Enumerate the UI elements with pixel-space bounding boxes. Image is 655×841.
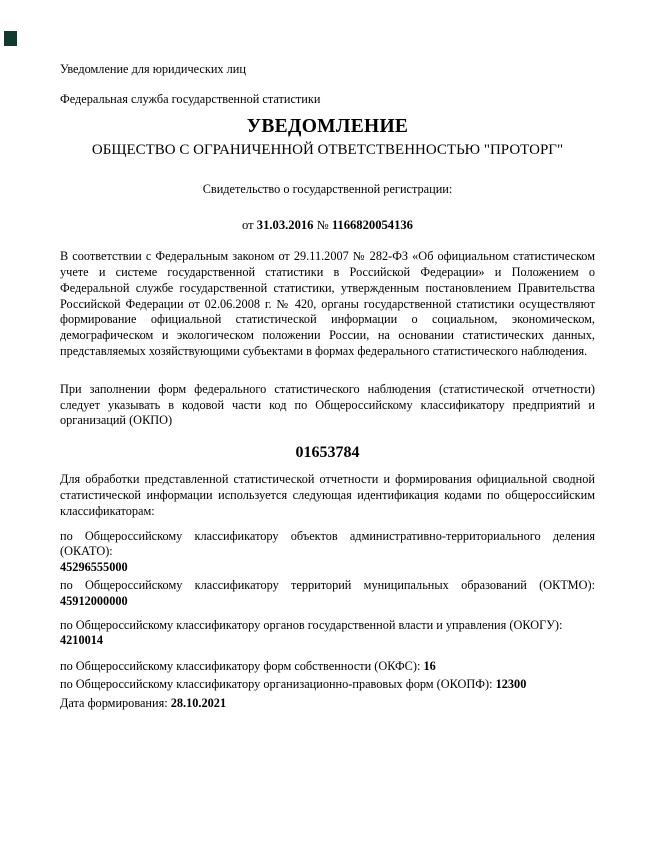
- oktmo-label: по Общероссийскому классификатору территорий муниципальных образований (ОКТМО):: [60, 577, 595, 592]
- registration-number: 1166820054136: [331, 218, 413, 233]
- okato-value: 45296555000: [60, 560, 128, 575]
- okpo-code: 01653784: [295, 444, 360, 462]
- registration-date: 31.03.2016: [256, 218, 314, 233]
- oktmo-value: 45912000000: [60, 593, 128, 608]
- registration-line: [60, 218, 595, 234]
- classifier-row-okfs: [60, 659, 595, 675]
- generation-date-row: [60, 696, 595, 712]
- okopf-value: 12300: [495, 676, 527, 691]
- okogu-label: по Общероссийскому классификатору органов государственной власти и управления (ОКОГУ):: [60, 617, 563, 632]
- document-title: УВЕДОМЛЕНИЕ: [246, 115, 409, 137]
- paragraph-okpo: При заполнении форм федерального статистического наблюдения (статистической отчетности) следует указывать в кодовой части код по Общероссийскому классификатору предприятий и организаций (ОКПО): [60, 381, 595, 428]
- registration-number-sign: №: [316, 218, 329, 233]
- okato-label: по Общероссийскому классификатору объектов административно-территориального деления (ОКАТО):: [60, 528, 595, 559]
- generation-date-label: Дата формирования:: [60, 695, 168, 710]
- okfs-label: по Общероссийскому классификатору форм собственности (ОКФС):: [60, 659, 421, 674]
- okopf-label: по Общероссийскому классификатору организационно-правовых форм (ОКОПФ):: [60, 676, 493, 691]
- registration-caption: Свидетельство о государственной регистрации:: [202, 181, 453, 196]
- classifier-row-okopf: [60, 677, 595, 693]
- paragraph-law: В соответствии с Федеральным законом от 29.11.2007 № 282-ФЗ «Об официальном статистическом учете и системе государственной статистики в Российской Федерации» и Положением о Федеральной службе государственной статистики, утвержденным постановлением Правительства Российской Федерации от 02.06.2008 г. № 420, органы государственной статистики осуществляют формирование официальной статистической информации о социальном, экономическом, демографическом и экологическом положении России, на основании статистических данных, представляемых хозяйствующими субъектами в формах федерального статистического наблюдения.: [60, 249, 595, 358]
- okogu-value: 4210014: [60, 633, 104, 648]
- corner-marker: [4, 31, 17, 46]
- classifier-row-okogu: [60, 618, 595, 650]
- okfs-value: 16: [423, 659, 436, 674]
- organization-name: ОБЩЕСТВО С ОГРАНИЧЕННОЙ ОТВЕТСТВЕННОСТЬЮ "ПРОТОРГ": [91, 141, 564, 158]
- generation-date-value: 28.10.2021: [170, 695, 227, 710]
- audience-line: Уведомление для юридических лиц: [60, 62, 246, 76]
- classifier-row-oktmo: [60, 578, 595, 610]
- agency-line: Федеральная служба государственной статистики: [60, 91, 321, 106]
- paragraph-codes: Для обработки представленной статистической отчетности и формирования официальной сводной статистической информации используется следующая идентификация кодами по общероссийским классификаторам:: [60, 472, 595, 518]
- classifier-row-okato: [60, 529, 595, 576]
- registration-prefix: от: [242, 218, 254, 233]
